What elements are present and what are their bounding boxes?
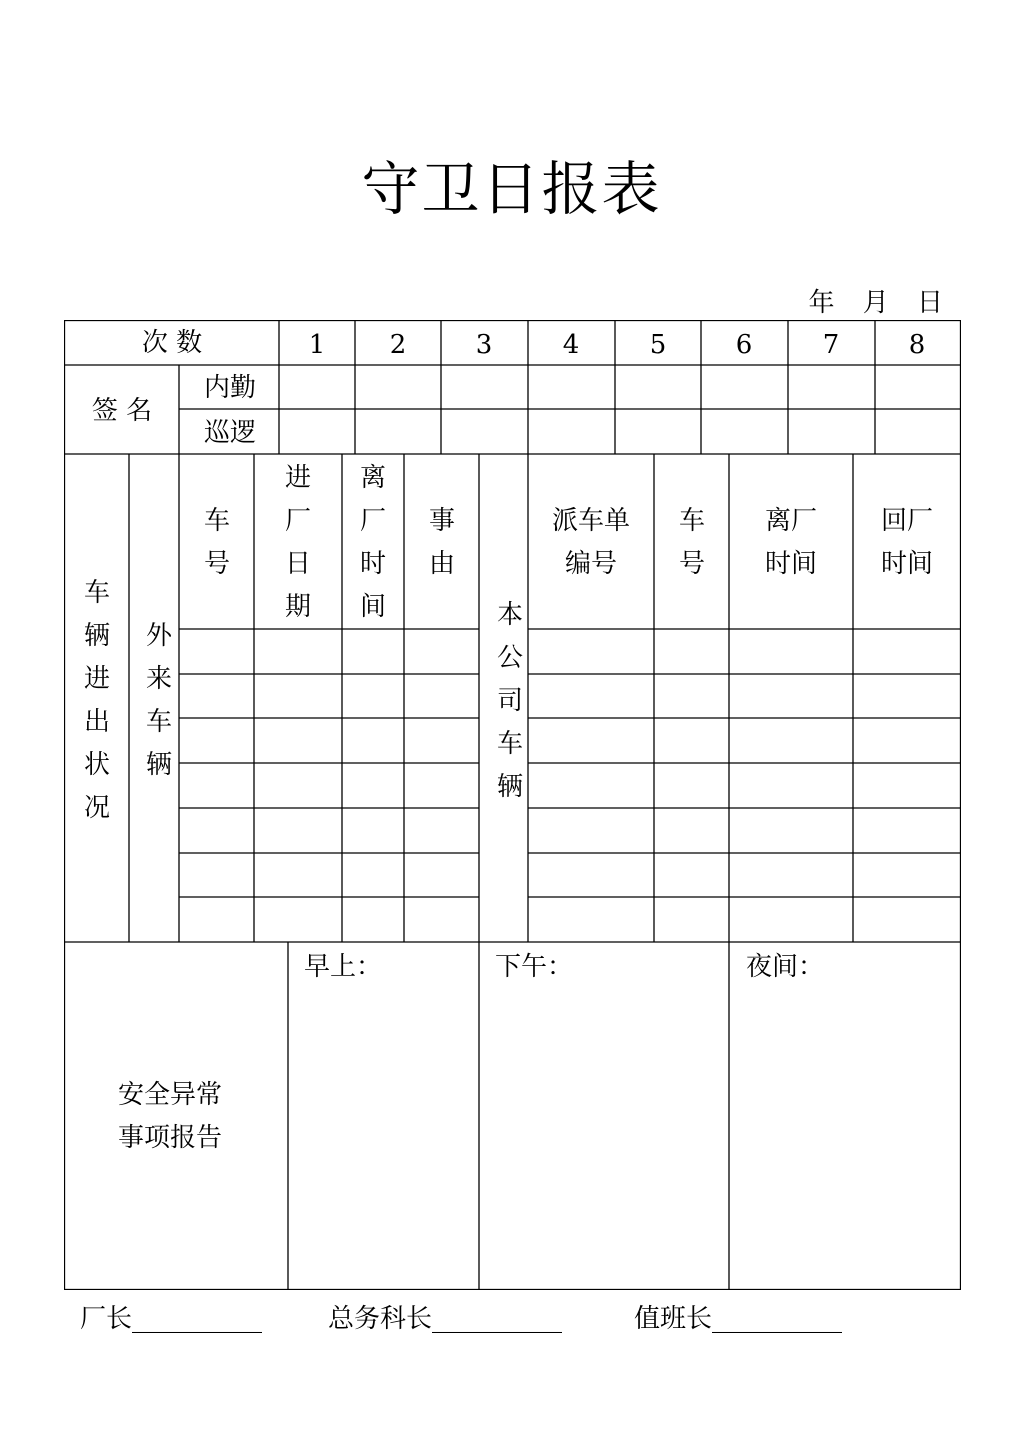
ext-col-entry-date: 进厂日期 xyxy=(284,463,311,622)
count-cell-6: 6 xyxy=(735,330,753,360)
count-cell-5: 5 xyxy=(649,330,667,360)
co-col-exit-time: 离厂时间 xyxy=(764,506,817,579)
company-vehicle-label: 本公司车辆 xyxy=(496,600,523,802)
ext-col-reason: 事由 xyxy=(428,506,455,579)
sign-row-patrol: 巡逻 xyxy=(203,418,257,448)
report-afternoon: 下午： xyxy=(495,952,574,982)
co-col-plate: 车号 xyxy=(678,506,705,579)
vehicle-section-label: 车辆进出状况 xyxy=(83,578,110,823)
co-col-return-time: 回厂时间 xyxy=(880,506,933,579)
report-label-line2: 事项报告 xyxy=(118,1123,223,1153)
report-label-line1: 安全异常 xyxy=(118,1080,223,1110)
co-col-dispatch-no: 派车单编号 xyxy=(551,506,630,579)
footer-shift-signature: 值班长__________ xyxy=(634,1304,843,1334)
footer-affairs-signature: 总务科长__________ xyxy=(328,1304,563,1334)
count-cell-7: 7 xyxy=(822,330,840,360)
external-vehicle-label: 外来车辆 xyxy=(145,621,172,780)
ext-col-exit-time: 离厂时间 xyxy=(359,463,386,622)
count-label: 次 数 xyxy=(141,328,203,358)
report-morning: 早上： xyxy=(304,952,383,982)
sign-label: 签 名 xyxy=(91,396,153,426)
count-cell-4: 4 xyxy=(562,330,580,360)
count-cell-2: 2 xyxy=(389,330,407,360)
report-night: 夜间： xyxy=(746,952,825,982)
count-cell-8: 8 xyxy=(908,330,926,360)
footer-director-signature: 厂长__________ xyxy=(80,1304,263,1334)
page-title: 守卫日报表 xyxy=(361,155,662,223)
count-cell-1: 1 xyxy=(308,330,326,360)
count-cell-3: 3 xyxy=(475,330,493,360)
sign-row-internal: 内勤 xyxy=(203,373,257,403)
ext-col-plate: 车号 xyxy=(203,506,230,579)
date-field: 年 月 日 xyxy=(808,288,943,318)
